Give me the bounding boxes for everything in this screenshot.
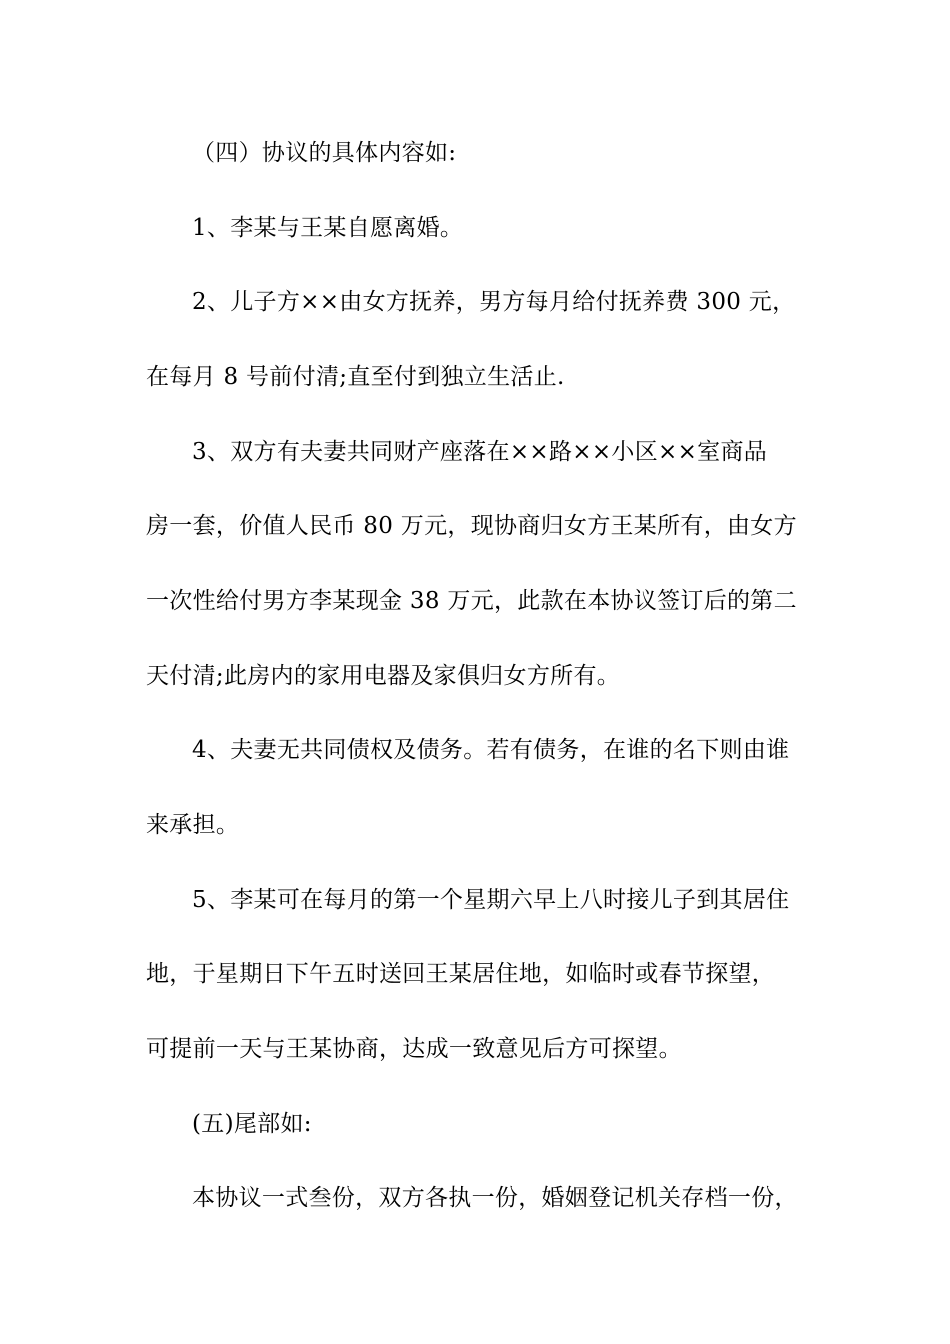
- clause-3-line-2: 房一套，价值人民币 80 万元，现协商归女方王某所有，由女方: [146, 513, 797, 539]
- closing-paragraph-line: 本协议一式叁份，双方各执一份，婚姻登记机关存档一份，: [192, 1185, 798, 1211]
- clause-3-line-1: 3、双方有夫妻共同财产座落在××路××小区××室商品: [192, 439, 768, 465]
- clause-3-line-4: 天付清;此房内的家用电器及家俱归女方所有。: [146, 663, 621, 689]
- clause-5-line-3: 可提前一天与王某协商，达成一致意见后方可探望。: [146, 1036, 682, 1062]
- clause-5-line-2: 地，于星期日下午五时送回王某居住地，如临时或春节探望，: [146, 961, 776, 987]
- section-heading-4: （四）协议的具体内容如:: [192, 140, 457, 166]
- section-heading-5: (五)尾部如:: [192, 1111, 312, 1137]
- clause-5-line-1: 5、李某可在每月的第一个星期六早上八时接儿子到其居住: [192, 887, 790, 913]
- clause-1-line: 1、李某与王某自愿离婚。: [192, 215, 464, 241]
- clause-4-line-1: 4、夫妻无共同债权及债务。若有债务，在谁的名下则由谁: [192, 737, 790, 763]
- clause-2-line-1: 2、儿子方××由女方抚养，男方每月给付抚养费 300 元，: [192, 289, 796, 315]
- clause-4-line-2: 来承担。: [146, 812, 240, 838]
- clause-2-line-2: 在每月 8 号前付清;直至付到独立生活止.: [146, 364, 565, 390]
- clause-3-line-3: 一次性给付男方李某现金 38 万元，此款在本协议签订后的第二: [146, 588, 797, 614]
